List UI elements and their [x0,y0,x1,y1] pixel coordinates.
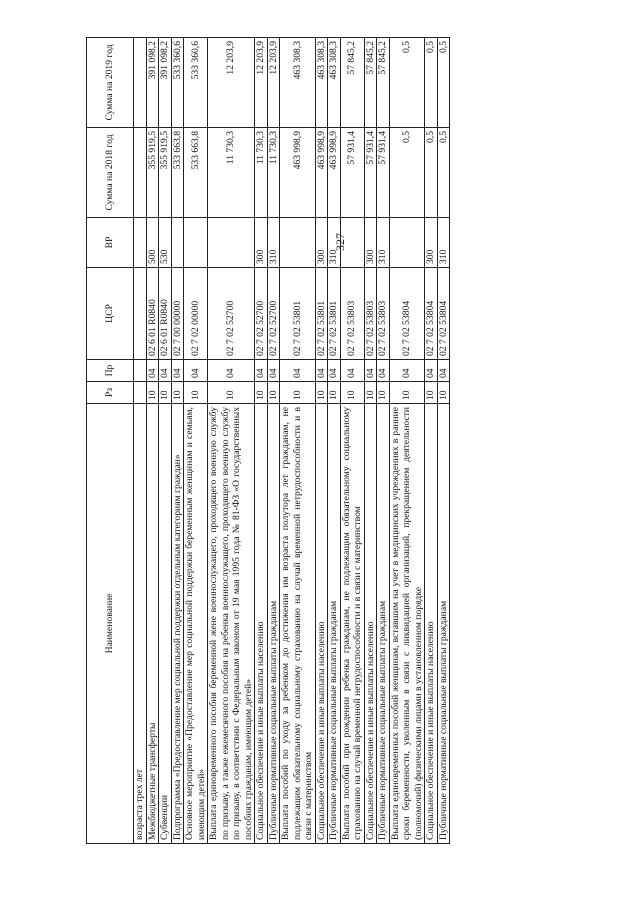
row-pr: 04 [389,360,425,382]
row-sum-2019: 463 308,3 [280,38,316,128]
row-sum-2019: 463 308,3 [315,38,328,128]
row-vr: 300 [364,218,377,268]
row-sum-2019: 12 203,9 [208,38,255,128]
row-pr: 04 [437,360,450,382]
row-csr: 02 7 02 53804 [389,268,425,360]
row-csr: 02 7 02 53804 [437,268,450,360]
row-sum-2018: 57 931,4 [340,128,364,218]
header-rz: Рз [87,382,134,404]
row-rz: 10 [267,382,280,404]
table-row [134,38,147,844]
row-pr: 04 [255,360,268,382]
row-name: Публичные нормативные социальные выплаты гражданам [377,404,390,844]
row-sum-2019: 533 360,6 [184,38,208,128]
row-sum-2019: 391 098,2 [159,38,172,128]
row-rz: 10 [280,382,316,404]
row-csr: 02 7 02 53803 [377,268,390,360]
table-row [389,38,425,844]
row-sum-2019: 0,5 [389,38,425,128]
row-sum-2019: 0,5 [425,38,438,128]
row-pr: 04 [328,360,341,382]
row-vr: 300 [425,218,438,268]
row-rz [134,382,147,404]
row-csr [134,268,147,360]
row-csr: 02 7 02 53803 [340,268,364,360]
row-sum-2018: 0,5 [437,128,450,218]
header-vr: ВР [87,218,134,268]
row-vr: 310 [437,218,450,268]
row-vr [134,218,147,268]
rotated-page [86,38,562,844]
row-rz: 10 [389,382,425,404]
row-pr: 04 [267,360,280,382]
row-rz: 10 [425,382,438,404]
row-vr: 530 [159,218,172,268]
row-csr: 02 7 02 52700 [267,268,280,360]
row-rz: 10 [171,382,184,404]
row-name: Выплата пособий по уходу за ребенком до достижения им возраста полутора лет гражданам, не подлежащим обязательному социальному страхованию на случай временной нетрудоспособности и в связи с материнством [280,404,316,844]
row-name: Выплата пособий при рождении ребенка гражданам, не подлежащим обязательному социальному страхованию на случай временной нетрудоспособности и в связи с материнством [340,404,364,844]
table-row [328,38,341,844]
row-vr: 300 [315,218,328,268]
row-sum-2018: 533 663,8 [184,128,208,218]
row-name: Подпрограмма «Предоставление мер социальной поддержки отдельным категориям граждан» [171,404,184,844]
row-csr: 02 6 01 R0840 [159,268,172,360]
row-name: возраста трех лет [134,404,147,844]
table-row [171,38,184,844]
table-row [315,38,328,844]
row-csr: 02 7 02 52700 [208,268,255,360]
row-name: Выплата единовременного пособия беременной жене военнослужащего, проходящего военную службу по призыву, а также ежемесячного пособия на ребенка военнослужащего, проходящего военную службу по призыву, в соответствии с Федеральным законом от 19 мая 1995 года № 81-ФЗ «О государственных пособиях гражданам, имеющим детей» [208,404,255,844]
row-name: Социальное обеспечение и иные выплаты населению [364,404,377,844]
row-sum-2019: 391 098,2 [146,38,159,128]
row-vr [208,218,255,268]
row-sum-2018: 0,5 [425,128,438,218]
row-pr: 04 [364,360,377,382]
row-vr [184,218,208,268]
row-csr: 02 7 02 53801 [328,268,341,360]
table-row [267,38,280,844]
row-rz: 10 [184,382,208,404]
row-pr: 04 [377,360,390,382]
row-vr [171,218,184,268]
row-sum-2019: 0,5 [437,38,450,128]
row-vr: 310 [377,218,390,268]
row-vr: 300 [255,218,268,268]
row-sum-2018: 11 730,3 [208,128,255,218]
table-row [377,38,390,844]
row-vr: 310 [267,218,280,268]
table-body [134,38,450,844]
row-name: Выплата единовременных пособий женщинам, вставшим на учет в медицинских учреждениях в ранние сроки беременности, уволенным в связи с ликвидацией организаций, прекращением деятельности (полномочий) физическими лицами в установленном порядке [389,404,425,844]
row-sum-2018: 0,5 [389,128,425,218]
row-name: Публичные нормативные социальные выплаты гражданам [437,404,450,844]
row-csr: 02 7 02 52700 [255,268,268,360]
header-name: Наименование [87,404,134,844]
row-vr [389,218,425,268]
row-pr: 04 [208,360,255,382]
row-vr: 310 [328,218,341,268]
row-sum-2018: 463 998,9 [328,128,341,218]
row-pr: 04 [159,360,172,382]
row-name: Социальное обеспечение и иные выплаты населению [425,404,438,844]
row-sum-2018: 533 663,8 [171,128,184,218]
row-pr: 04 [425,360,438,382]
row-rz: 10 [208,382,255,404]
table-row [280,38,316,844]
table-row [208,38,255,844]
row-rz: 10 [159,382,172,404]
row-name: Субвенции [159,404,172,844]
table-row [146,38,159,844]
header-sum-2018: Сумма на 2018 год [87,128,134,218]
table-row [340,38,364,844]
row-csr: 02 7 00 00000 [171,268,184,360]
row-rz: 10 [315,382,328,404]
row-rz: 10 [255,382,268,404]
row-sum-2018: 11 730,3 [255,128,268,218]
row-sum-2018: 463 998,9 [315,128,328,218]
row-name: Публичные нормативные социальные выплаты гражданам [328,404,341,844]
row-sum-2018: 57 931,4 [364,128,377,218]
row-pr [134,360,147,382]
header-csr: ЦСР [87,268,134,360]
row-sum-2019: 12 203,9 [267,38,280,128]
row-sum-2018: 11 730,3 [267,128,280,218]
row-csr: 02 7 02 00000 [184,268,208,360]
row-csr: 02 7 02 53801 [280,268,316,360]
row-sum-2019: 12 203,9 [255,38,268,128]
row-csr: 02 7 02 53804 [425,268,438,360]
row-rz: 10 [340,382,364,404]
row-pr: 04 [315,360,328,382]
row-pr: 04 [171,360,184,382]
row-rz: 10 [437,382,450,404]
row-rz: 10 [364,382,377,404]
row-name: Межбюджетные трансферты [146,404,159,844]
row-sum-2018 [134,128,147,218]
row-pr: 04 [340,360,364,382]
table-row [159,38,172,844]
row-sum-2018: 463 998,9 [280,128,316,218]
table-row [364,38,377,844]
row-sum-2019: 533 360,6 [171,38,184,128]
row-sum-2018: 355 919,5 [146,128,159,218]
row-vr [280,218,316,268]
row-rz: 10 [328,382,341,404]
row-sum-2019: 57 845,2 [340,38,364,128]
header-sum-2019: Сумма на 2019 год [87,38,134,128]
row-sum-2018: 355 919,5 [159,128,172,218]
row-csr: 02 7 02 53801 [315,268,328,360]
row-pr: 04 [184,360,208,382]
table-row [255,38,268,844]
row-csr: 02 6 01 R0840 [146,268,159,360]
row-vr [340,218,364,268]
row-pr: 04 [146,360,159,382]
row-rz: 10 [377,382,390,404]
header-row [87,38,134,844]
row-sum-2019: 57 845,2 [364,38,377,128]
table-row [425,38,438,844]
row-name: Социальное обеспечение и иные выплаты населению [255,404,268,844]
row-name: Основное мероприятие «Предоставление мер социальной поддержки беременным женщинам и семьям, имеющим детей» [184,404,208,844]
row-sum-2019: 463 308,3 [328,38,341,128]
row-sum-2019 [134,38,147,128]
row-vr: 500 [146,218,159,268]
table-row [184,38,208,844]
row-name: Социальное обеспечение и иные выплаты населению [315,404,328,844]
row-csr: 02 7 02 53803 [364,268,377,360]
row-rz: 10 [146,382,159,404]
row-sum-2018: 57 931,4 [377,128,390,218]
page-number: 327 [333,233,347,251]
row-pr: 04 [280,360,316,382]
row-sum-2019: 57 845,2 [377,38,390,128]
budget-table [86,37,450,844]
row-name: Публичные нормативные социальные выплаты гражданам [267,404,280,844]
header-pr: Пр [87,360,134,382]
table-row [437,38,450,844]
